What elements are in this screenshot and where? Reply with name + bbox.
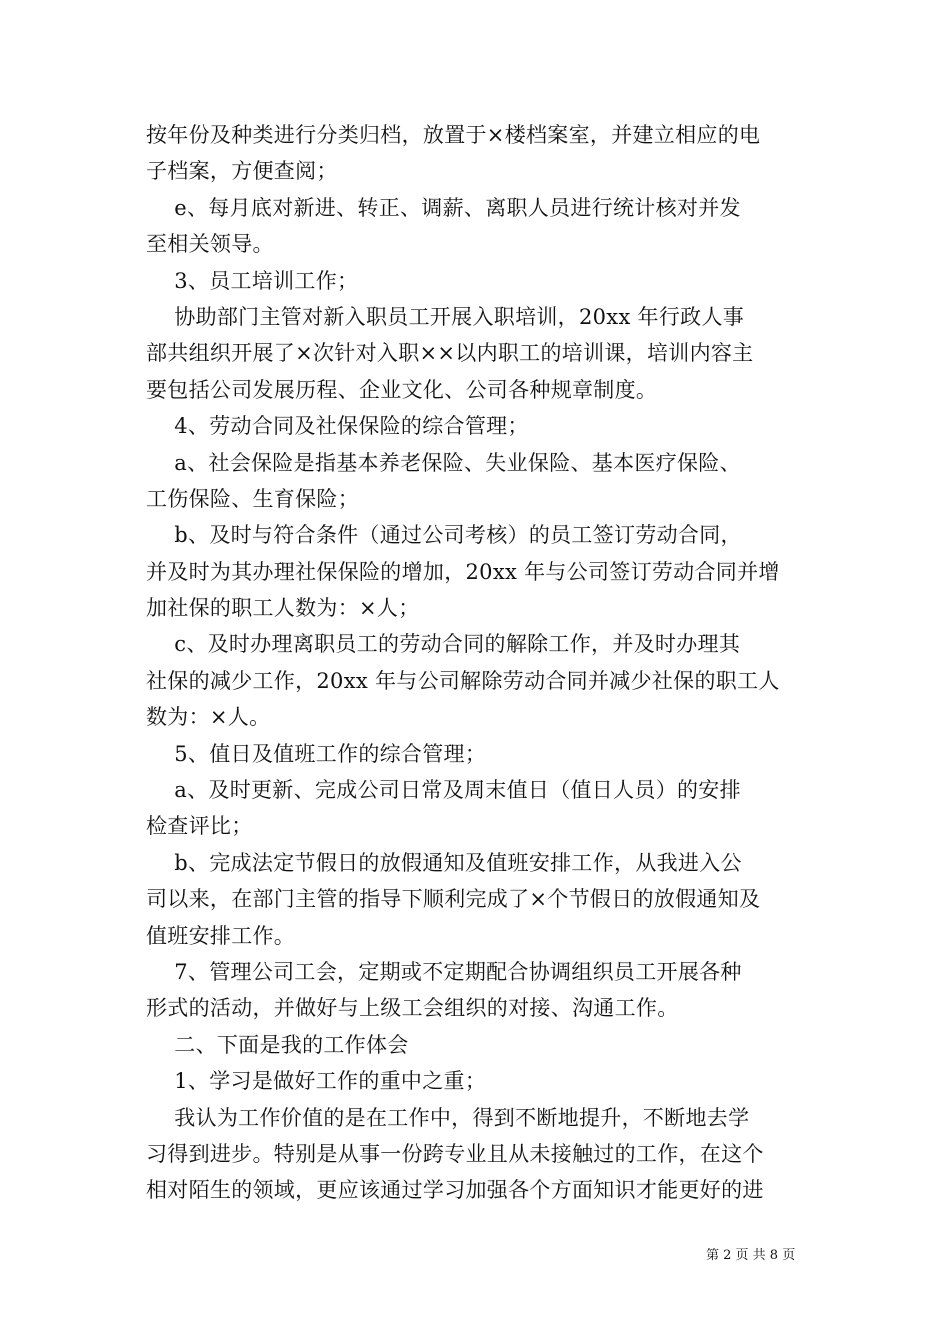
text-line: 要包括公司发展历程、企业文化、公司各种规章制度。 xyxy=(146,377,658,402)
section-heading: 5、值日及值班工作的综合管理； xyxy=(146,741,487,766)
text-line: 司以来，在部门主管的指导下顺利完成了×个节假日的放假通知及 xyxy=(146,887,761,912)
text-line: 至相关领导。 xyxy=(146,232,274,257)
text-line: a、社会保险是指基本养老保险、失业保险、基本医疗保险、 xyxy=(146,450,741,475)
text-line: 子档案，方便查阅； xyxy=(146,159,338,184)
text-line: 工伤保险、生育保险； xyxy=(146,486,359,511)
section-heading: 3、员工培训工作； xyxy=(146,268,359,293)
section-heading: 二、下面是我的工作体会 xyxy=(146,1032,409,1057)
text-line: 检查评比； xyxy=(146,814,253,839)
text-line: 加社保的职工人数为：×人； xyxy=(146,596,420,621)
document-body xyxy=(146,117,808,1209)
text-line: 社保的减少工作，20xx 年与公司解除劳动合同并减少社保的职工人 xyxy=(146,668,780,693)
text-line: e、每月底对新进、转正、调薪、离职人员进行统计核对并发 xyxy=(146,195,741,220)
text-line: 我认为工作价值的是在工作中，得到不断地提升，不断地去学 xyxy=(146,1105,750,1130)
text-line: c、及时办理离职员工的劳动合同的解除工作，并及时办理其 xyxy=(146,632,741,657)
text-line: 7、管理公司工会，定期或不定期配合协调组织员工开展各种 xyxy=(146,959,742,984)
text-line: 并及时为其办理社保保险的增加，20xx 年与公司签订劳动合同并增 xyxy=(146,559,780,584)
text-line: 相对陌生的领域，更应该通过学习加强各个方面知识才能更好的进 xyxy=(146,1178,764,1203)
text-line: 按年份及种类进行分类归档，放置于×楼档案室，并建立相应的电 xyxy=(146,123,761,147)
text-line: 形式的活动，并做好与上级工会组织的对接、沟通工作。 xyxy=(146,996,679,1021)
text-line: 部共组织开展了×次针对入职××以内职工的培训课，培训内容主 xyxy=(146,341,754,366)
text-line: 值班安排工作。 xyxy=(146,923,296,948)
text-line: 数为：×人。 xyxy=(146,705,271,730)
text-line: a、及时更新、完成公司日常及周末值日（值日人员）的安排 xyxy=(146,778,741,803)
text-line: b、完成法定节假日的放假通知及值班安排工作，从我进入公 xyxy=(146,850,742,875)
page-number-footer: 第 2 页 共 8 页 xyxy=(706,1248,796,1263)
section-heading: 4、劳动合同及社保保险的综合管理； xyxy=(146,414,529,439)
text-line: b、及时与符合条件（通过公司考核）的员工签订劳动合同， xyxy=(146,523,742,548)
text-line: 协助部门主管对新入职员工开展入职培训，20xx 年行政人事 xyxy=(146,304,745,329)
section-heading: 1、学习是做好工作的重中之重； xyxy=(146,1069,487,1094)
text-line: 习得到进步。特别是从事一份跨专业且从未接触过的工作，在这个 xyxy=(146,1141,764,1166)
